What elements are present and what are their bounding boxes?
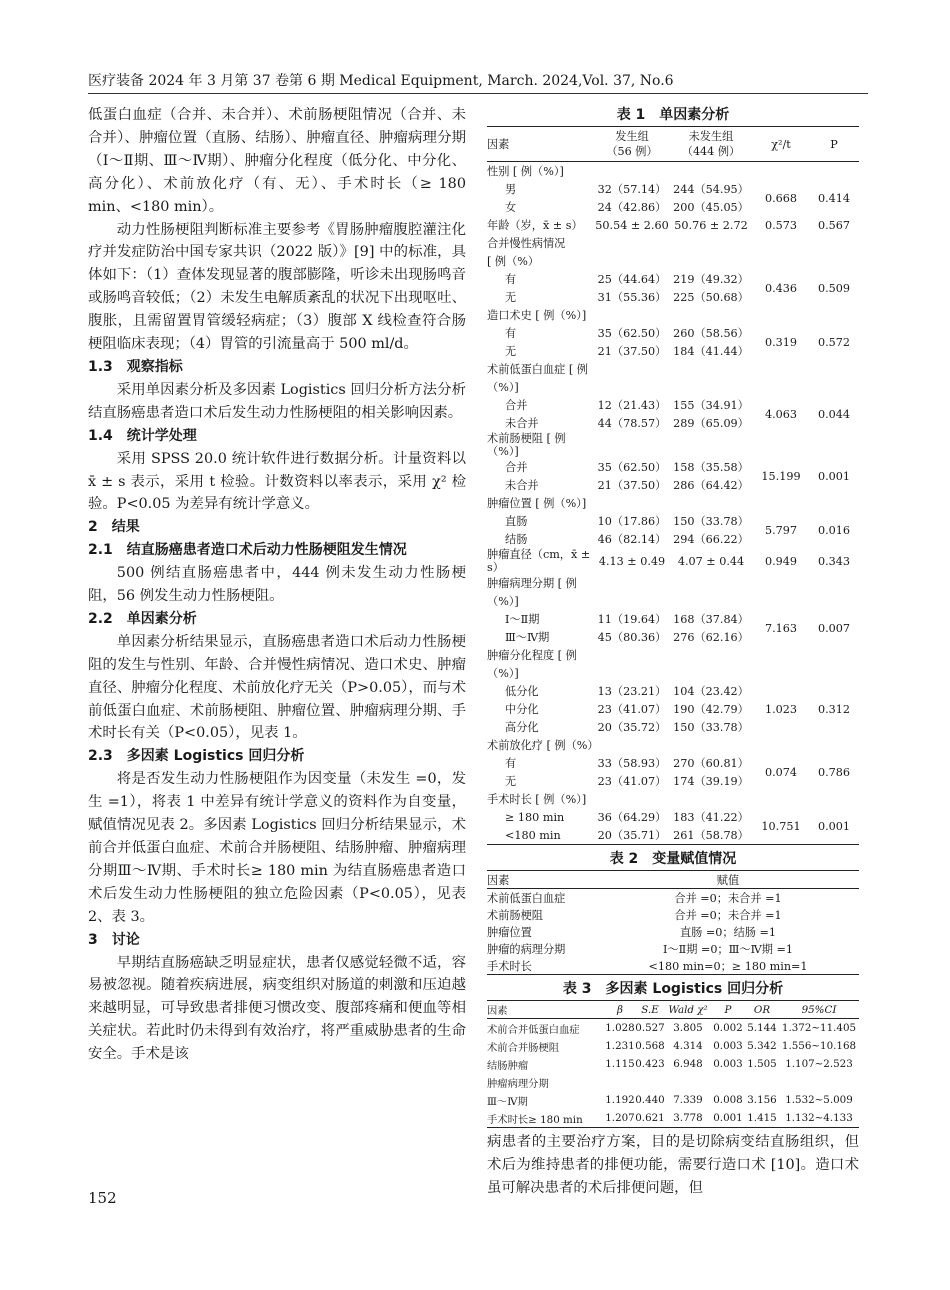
table2-factor: 术前肠梗阻 <box>487 908 543 922</box>
table1-cell <box>809 494 859 512</box>
table2-row <box>487 940 859 957</box>
table1-row <box>487 736 859 754</box>
table1-row <box>487 162 859 181</box>
table1-row <box>487 494 859 512</box>
table1-p: 0.414 <box>817 191 851 205</box>
table1-cell: 150（33.78） <box>673 720 749 734</box>
table2-factor: 肿瘤位置 <box>487 925 532 939</box>
table1-cell: 50.54 ± 2.60 <box>595 218 669 232</box>
table3-cell: 0.568 <box>635 1040 665 1052</box>
table3-cell: 3.156 <box>747 1094 777 1106</box>
table1-cell <box>669 790 753 808</box>
table1-cell: 31（55.36） <box>597 290 667 304</box>
table1-factor: （%）] <box>487 666 519 680</box>
table1-cell <box>753 646 809 664</box>
table2-row <box>487 923 859 940</box>
table1-cell: 276（62.16） <box>673 630 749 644</box>
table1-cell <box>809 574 859 592</box>
table1-cell <box>753 592 809 610</box>
table1-stat: 7.163 <box>764 621 798 635</box>
table1-factor: 造口术史 [ 例（%）] <box>487 308 587 322</box>
table1-cell: 21（37.50） <box>597 344 667 358</box>
table1-cell: 23（41.07） <box>597 702 667 716</box>
table3-cell: 1.556~10.168 <box>781 1040 857 1052</box>
table1-cell <box>669 494 753 512</box>
table1-factor: Ⅰ～Ⅱ期 <box>505 612 540 626</box>
table3-cell <box>665 1073 711 1091</box>
table1-cell <box>753 162 809 181</box>
table1-factor: 合并 <box>505 398 528 412</box>
table1-row <box>487 324 859 342</box>
table1-cell <box>809 162 859 181</box>
table1-stat: 0.573 <box>764 218 798 232</box>
table1-cell: 104（23.42） <box>673 684 749 698</box>
table2-row <box>487 889 859 907</box>
table1-cell: 289（65.09） <box>673 416 749 430</box>
table1-cell: 46（82.14） <box>597 532 667 546</box>
table1-cell: 244（54.95） <box>673 182 749 196</box>
table1-cell <box>669 234 753 252</box>
table3-caption: 表 3 多因素 Logistics 回归分析 <box>562 981 784 997</box>
table3-cell: 0.423 <box>635 1058 665 1070</box>
table1-factor: <180 min <box>505 828 561 842</box>
table1-row <box>487 646 859 664</box>
table1-cell: 11（19.64） <box>597 612 667 626</box>
body-paragraph: 单因素分析结果显示，直肠癌患者造口术后动力性肠梗阻的发生与性别、年龄、合并慢性病情况、造口术史、肿瘤直径、肿瘤分化程度、术前放化疗无关（P>0.05），而与术前低蛋白血症、术前肠梗阻、肿瘤位置、肿瘤病理分期、手术时长有关（P<0.05），见表 1。 <box>88 633 466 742</box>
table3-factor: 术前合并肠梗阻 <box>487 1041 560 1054</box>
table3-row <box>487 1091 859 1109</box>
table1-p: 0.572 <box>817 335 851 349</box>
table1-p: 0.343 <box>817 554 851 568</box>
table1-cell <box>595 432 669 458</box>
table1-factor: （%）] <box>487 594 519 608</box>
table1-cell: 10（17.86） <box>597 514 667 528</box>
table1-cell <box>595 664 669 682</box>
table1-row <box>487 574 859 592</box>
table1-factor: 术前肠梗阻 [ 例（%）] <box>487 432 566 458</box>
section-heading: 1.4 统计学处理 <box>88 427 197 444</box>
table1-cell <box>669 162 753 181</box>
table1-cell <box>595 360 669 378</box>
table1-stat: 1.023 <box>764 702 798 716</box>
table1-cell <box>595 252 669 270</box>
body-paragraph: 采用单因素分析及多因素 Logistics 回归分析方法分析结直肠癌患者造口术后发生动力性肠梗阻的相关影响因素。 <box>88 381 466 421</box>
page-number: 152 <box>88 1189 117 1207</box>
table1-stat: 15.199 <box>761 469 801 483</box>
table1-row <box>487 458 859 476</box>
table1-row <box>487 548 859 574</box>
table1-header: 发生组 （56 例） <box>595 127 669 162</box>
table1-row <box>487 396 859 414</box>
table1-header: P <box>809 127 859 162</box>
table1-cell <box>595 234 669 252</box>
table1-factor: 未合并 <box>505 416 539 430</box>
table3-cell: 0.008 <box>713 1094 743 1106</box>
table1-cell: 270（60.81） <box>673 756 749 770</box>
table1-factor: 肿瘤病理分期 [ 例 <box>487 576 577 590</box>
table1-cell <box>809 360 859 378</box>
body-paragraph: 低蛋白血症（合并、未合并）、术前肠梗阻情况（合并、未合并）、肿瘤位置（直肠、结肠）、肿瘤直径、肿瘤病理分期（Ⅰ～Ⅱ期、Ⅲ～Ⅳ期）、肿瘤分化程度（低分化、中分化、高分化）、术前放化疗（有、无）、手术时长（≥ 180 min、<180 min）。 <box>88 107 466 215</box>
table1-cell: 260（58.56） <box>673 326 749 340</box>
body-paragraph: 将是否发生动力性肠梗阻作为因变量（未发生 =0，发生 =1），将表 1 中差异有统计学意义的资料作为自变量，赋值情况见表 2。多因素 Logistics 回归分析结果显示，术前合并低蛋白血症、术前合并肠梗阻、结肠肿瘤、肿瘤病理分期Ⅲ～Ⅳ期、手术时长≥ 180 min 为结直肠癌患者造口术后发生动力性肠梗阻的独立危险因素（P<0.05），见表 2、表 3。 <box>88 771 466 925</box>
table1-cell <box>809 252 859 270</box>
table1-p: 0.001 <box>817 469 851 483</box>
table1-cell <box>595 646 669 664</box>
table3-cell: 1.192 <box>605 1094 635 1106</box>
table1-stat: 0.074 <box>764 765 798 779</box>
table1-cell <box>595 162 669 181</box>
table2-row <box>487 957 859 975</box>
table1-factor: 低分化 <box>505 684 539 698</box>
table1-cell: 44（78.57） <box>597 416 667 430</box>
section-heading: 3 讨论 <box>88 931 140 948</box>
table3-cell: 1.372~11.405 <box>781 1022 857 1034</box>
table1-p: 0.312 <box>817 702 851 716</box>
table1-cell: 21（37.50） <box>597 478 667 492</box>
table1-cell <box>669 432 753 458</box>
table3-cell: 7.339 <box>673 1094 703 1106</box>
table3-header: P <box>711 1001 745 1019</box>
table1-cell <box>753 736 809 754</box>
table1-factor: 中分化 <box>505 702 539 716</box>
table1-cell: 35（62.50） <box>597 460 667 474</box>
body-paragraph: 早期结直肠癌缺乏明显症状，患者仅感觉轻微不适，容易被忽视。随着疾病进展，病变组织对肠道的刺激和压迫越来越明显，可导致患者排便习惯改变、腹部疼痛和便血等相关症状。若此时仍未得到有效治疗，将严重威胁患者的生命安全。手术是该 <box>88 954 466 1063</box>
table3-cell <box>711 1073 745 1091</box>
table1-cell <box>753 306 809 324</box>
section-heading: 2 结果 <box>88 519 140 536</box>
table3-cell: 1.132~4.133 <box>785 1112 853 1124</box>
header-rule <box>88 93 868 94</box>
table1-cell: 36（64.29） <box>597 810 667 824</box>
table1-cell: 155（34.91） <box>673 398 749 412</box>
table1-factor: ≥ 180 min <box>505 810 565 824</box>
table3-cell: 1.231 <box>605 1040 635 1052</box>
table3-cell: 1.107~2.523 <box>785 1058 853 1070</box>
table1-cell: 50.76 ± 2.72 <box>674 218 748 232</box>
table3-header: 因素 <box>487 1001 605 1019</box>
table3-header: 95%CI <box>779 1001 859 1019</box>
table1-cell <box>669 252 753 270</box>
table1-cell <box>595 378 669 396</box>
table1-factor: 直肠 <box>505 514 528 528</box>
table1-cell <box>595 592 669 610</box>
table1-cell: 35（62.50） <box>597 326 667 340</box>
table3-cell: 1.115 <box>605 1058 635 1070</box>
table1-cell <box>809 234 859 252</box>
table2-factor: 肿瘤的病理分期 <box>487 942 566 956</box>
table1-cell: 168（37.84） <box>673 612 749 626</box>
table1-cell <box>753 574 809 592</box>
table3-cell: 1.505 <box>747 1058 777 1070</box>
table1-cell: 45（80.36） <box>597 630 667 644</box>
table1-cell <box>669 360 753 378</box>
table1-factor: 有 <box>505 326 517 340</box>
table1-cell: 158（35.58） <box>673 460 749 474</box>
body-paragraph: 500 例结直肠癌患者中，444 例未发生动力性肠梗阻，56 例发生动力性肠梗阻。 <box>88 565 466 605</box>
table1-cell: 32（57.14） <box>597 182 667 196</box>
table3-header: S.E <box>635 1001 665 1019</box>
table1-row <box>487 378 859 396</box>
table1-cell: 174（39.19） <box>673 774 749 788</box>
table1-header: 因素 <box>487 127 595 162</box>
table1-row <box>487 234 859 252</box>
table2-caption: 表 2 变量赋值情况 <box>609 851 737 867</box>
table1-cell: 200（45.05） <box>673 200 749 214</box>
table1-cell <box>669 664 753 682</box>
table1-cell: 4.07 ± 0.44 <box>677 554 745 568</box>
table1-row <box>487 432 859 458</box>
table1-cell <box>595 306 669 324</box>
table1-factor: 合并慢性病情况 <box>487 236 566 250</box>
table1-factor: 年龄（岁，x̄ ± s） <box>487 218 583 232</box>
table1-cell <box>753 790 809 808</box>
table2-value: <180 min=0；≥ 180 min=1 <box>648 959 808 973</box>
table1 <box>487 126 859 845</box>
table2-row <box>487 906 859 923</box>
table3-cell <box>635 1073 665 1091</box>
table1-factor: 无 <box>505 290 517 304</box>
table3-row <box>487 1037 859 1055</box>
table3-header: OR <box>745 1001 779 1019</box>
table3-factor: 手术时长≥ 180 min <box>487 1113 583 1126</box>
table3-cell: 4.314 <box>673 1040 703 1052</box>
table1-row <box>487 610 859 628</box>
table1-factor: 有 <box>505 272 517 286</box>
section-heading: 2.2 单因素分析 <box>88 610 197 627</box>
table1-cell: 25（44.64） <box>597 272 667 286</box>
table1-factor: 合并 <box>505 460 528 474</box>
table1-cell: 183（41.22） <box>673 810 749 824</box>
table3-cell: 3.778 <box>673 1112 703 1124</box>
table1-caption: 表 1 单因素分析 <box>616 107 730 123</box>
table1-stat: 10.751 <box>761 819 801 833</box>
table1-header: χ²/t <box>753 127 809 162</box>
table1-p: 0.007 <box>817 621 851 635</box>
table3-cell: 5.342 <box>747 1040 777 1052</box>
table2-header: 因素 <box>487 871 597 889</box>
table1-cell <box>753 234 809 252</box>
table1-cell <box>595 736 669 754</box>
table3-factor: 肿瘤病理分期 <box>487 1077 549 1090</box>
table1-cell: 33（58.93） <box>597 756 667 770</box>
table3-cell: 0.003 <box>713 1040 743 1052</box>
table1-cell <box>753 252 809 270</box>
table1-factor: 术前低蛋白血症 [ 例 <box>487 362 588 376</box>
section-heading: 1.3 观察指标 <box>88 358 183 375</box>
table3-factor: 术前合并低蛋白血症 <box>487 1023 580 1036</box>
table1-row <box>487 808 859 826</box>
table3-cell: 0.621 <box>635 1112 665 1124</box>
table1-cell <box>809 306 859 324</box>
table1-factor: 男 <box>505 182 517 196</box>
running-header: 医疗装备 2024 年 3 月第 37 卷第 6 期 Medical Equipment, March. 2024,Vol. 37, No.6 <box>88 73 674 89</box>
table3-row <box>487 1109 859 1128</box>
table1-row <box>487 592 859 610</box>
table1-cell <box>753 432 809 458</box>
table3-cell: 0.002 <box>713 1022 743 1034</box>
table1-row <box>487 252 859 270</box>
table3-factor: 结肠肿瘤 <box>487 1059 529 1072</box>
table1-row <box>487 180 859 198</box>
table1-cell <box>669 592 753 610</box>
table1-row <box>487 790 859 808</box>
table3-cell: 3.805 <box>673 1022 703 1034</box>
table1-factor: （%）] <box>487 380 519 394</box>
table1-factor: 高分化 <box>505 720 539 734</box>
table1-p: 0.509 <box>817 281 851 295</box>
table1-cell: 294（66.22） <box>673 532 749 546</box>
table2-value: 合并 =0；未合并 =1 <box>674 891 782 905</box>
table1-cell: 150（33.78） <box>673 514 749 528</box>
table2-value: 合并 =0；未合并 =1 <box>674 908 782 922</box>
table3-cell: 0.440 <box>635 1094 665 1106</box>
table1-cell: 261（58.78） <box>673 828 749 842</box>
table1-cell <box>809 790 859 808</box>
table1-row <box>487 682 859 700</box>
table1-cell: 286（64.42） <box>673 478 749 492</box>
table3-factor: Ⅲ～Ⅳ期 <box>487 1095 528 1108</box>
table1-factor: [ 例（%） <box>487 254 540 268</box>
table3-row <box>487 1073 859 1091</box>
table3-row <box>487 1055 859 1073</box>
table1-cell <box>753 494 809 512</box>
table1-factor: 女 <box>505 200 517 214</box>
table3 <box>487 1000 859 1128</box>
table3-cell: 0.003 <box>713 1058 743 1070</box>
table3-header: β <box>605 1001 635 1019</box>
table1-cell: 20（35.71） <box>597 828 667 842</box>
table1-cell <box>809 646 859 664</box>
body-paragraph: 采用 SPSS 20.0 统计软件进行数据分析。计量资料以 x̄ ± s 表示，采用 t 检验。计数资料以率表示，采用 χ² 检验。P<0.05 为差异有统计学意义。 <box>88 450 466 513</box>
table1-cell: 13（23.21） <box>597 684 667 698</box>
table1-factor: 未合并 <box>505 478 539 492</box>
table1-factor: 术前放化疗 [ 例（%） <box>487 738 599 752</box>
table3-cell: 6.948 <box>673 1058 703 1070</box>
table1-cell <box>595 574 669 592</box>
left-column <box>88 104 466 1066</box>
table1-cell <box>669 574 753 592</box>
table1-p: 0.016 <box>817 523 851 537</box>
table1-factor: 肿瘤直径（cm，x̄ ± s） <box>487 548 591 574</box>
table1-cell: 4.13 ± 0.49 <box>598 554 666 568</box>
table1-cell: 24（42.86） <box>597 200 667 214</box>
table1-header: 未发生组 （444 例） <box>669 127 753 162</box>
table1-cell <box>809 736 859 754</box>
table1-cell <box>809 432 859 458</box>
table1-cell <box>809 664 859 682</box>
table1-row <box>487 270 859 288</box>
table2-factor: 手术时长 <box>487 959 532 973</box>
table1-factor: 肿瘤位置 [ 例（%）] <box>487 496 587 510</box>
table1-cell <box>809 378 859 396</box>
table1-cell: 190（42.79） <box>673 702 749 716</box>
table1-factor: Ⅲ～Ⅳ期 <box>505 630 550 644</box>
table3-cell <box>605 1073 635 1091</box>
table1-cell: 219（49.32） <box>673 272 749 286</box>
body-paragraph: 动力性肠梗阻判断标准主要参考《胃肠肿瘤腹腔灌注化疗并发症防治中国专家共识（2022 版）》[9] 中的标准，具体如下：（1）查体发现显著的腹部膨隆，听诊未出现肠鸣音或肠鸣音较低；（2）未发生电解质紊乱的状况下出现呕吐、腹胀，且需留置胃管缓轻病症；（3）腹部 X 线检查符合肠梗阻临床表现；（4）胃管的引流量高于 500 ml/d。 <box>88 221 466 353</box>
table1-cell: 184（41.44） <box>673 344 749 358</box>
table1-factor: 肿瘤分化程度 [ 例 <box>487 648 577 662</box>
table3-header: Wald χ² <box>665 1001 711 1019</box>
table1-cell: 12（21.43） <box>597 398 667 412</box>
table3-cell: 5.144 <box>747 1022 777 1034</box>
table1-row <box>487 754 859 772</box>
table1-factor: 手术时长 [ 例（%）] <box>487 792 587 806</box>
table1-stat: 0.319 <box>764 335 798 349</box>
table1-factor: 结肠 <box>505 532 528 546</box>
table2-value: Ⅰ～Ⅱ期 =0；Ⅲ～Ⅳ期 =1 <box>662 942 794 956</box>
table1-stat: 0.949 <box>764 554 798 568</box>
table1-row <box>487 664 859 682</box>
table1-cell <box>809 592 859 610</box>
section-heading: 2.3 多因素 Logistics 回归分析 <box>88 748 305 765</box>
table1-cell: 20（35.72） <box>597 720 667 734</box>
table3-cell: 0.527 <box>635 1022 665 1034</box>
table1-factor: 性别 [ 例（%）] <box>487 164 564 178</box>
table1-p: 0.567 <box>817 218 851 232</box>
table3-cell: 1.532~5.009 <box>785 1094 853 1106</box>
table1-cell: 23（41.07） <box>597 774 667 788</box>
table3-row <box>487 1019 859 1038</box>
table1-cell <box>669 306 753 324</box>
table1-row <box>487 306 859 324</box>
table1-stat: 0.668 <box>764 191 798 205</box>
table3-cell: 1.028 <box>605 1022 635 1034</box>
table1-stat: 4.063 <box>764 407 798 421</box>
table1-p: 0.786 <box>817 765 851 779</box>
table3-cell: 1.415 <box>747 1112 777 1124</box>
table1-row <box>487 216 859 234</box>
right-column <box>487 104 859 1200</box>
table2-factor: 术前低蛋白血症 <box>487 891 566 905</box>
right-body-text: 病患者的主要治疗方案，目的是切除病变结直肠组织，但术后为维持患者的排便功能，需要行造口术 [10]。造口术虽可解决患者的术后排便问题，但 <box>487 1134 859 1196</box>
table1-cell <box>669 378 753 396</box>
table3-cell: 0.001 <box>713 1112 743 1124</box>
table1-factor: 无 <box>505 774 517 788</box>
table1-p: 0.044 <box>817 407 851 421</box>
table1-cell <box>595 494 669 512</box>
table1-row <box>487 512 859 530</box>
table1-cell <box>669 646 753 664</box>
table2-value: 直肠 =0；结肠 =1 <box>679 925 777 939</box>
table1-cell: 225（50.68） <box>673 290 749 304</box>
table1-cell <box>669 736 753 754</box>
table1-stat: 0.436 <box>764 281 798 295</box>
table3-cell: 1.207 <box>605 1112 635 1124</box>
table1-cell <box>753 378 809 396</box>
table1-p: 0.001 <box>817 819 851 833</box>
table1-factor: 无 <box>505 344 517 358</box>
table3-cell <box>745 1073 779 1091</box>
section-heading: 2.1 结直肠癌患者造口术后动力性肠梗阻发生情况 <box>88 542 407 559</box>
table1-cell <box>753 360 809 378</box>
table1-stat: 5.797 <box>764 523 798 537</box>
table1-factor: 有 <box>505 756 517 770</box>
table3-cell <box>779 1073 859 1091</box>
table1-row <box>487 360 859 378</box>
table1-cell <box>595 790 669 808</box>
table2-header: 赋值 <box>597 871 859 889</box>
table2 <box>487 870 859 975</box>
table1-cell <box>753 664 809 682</box>
